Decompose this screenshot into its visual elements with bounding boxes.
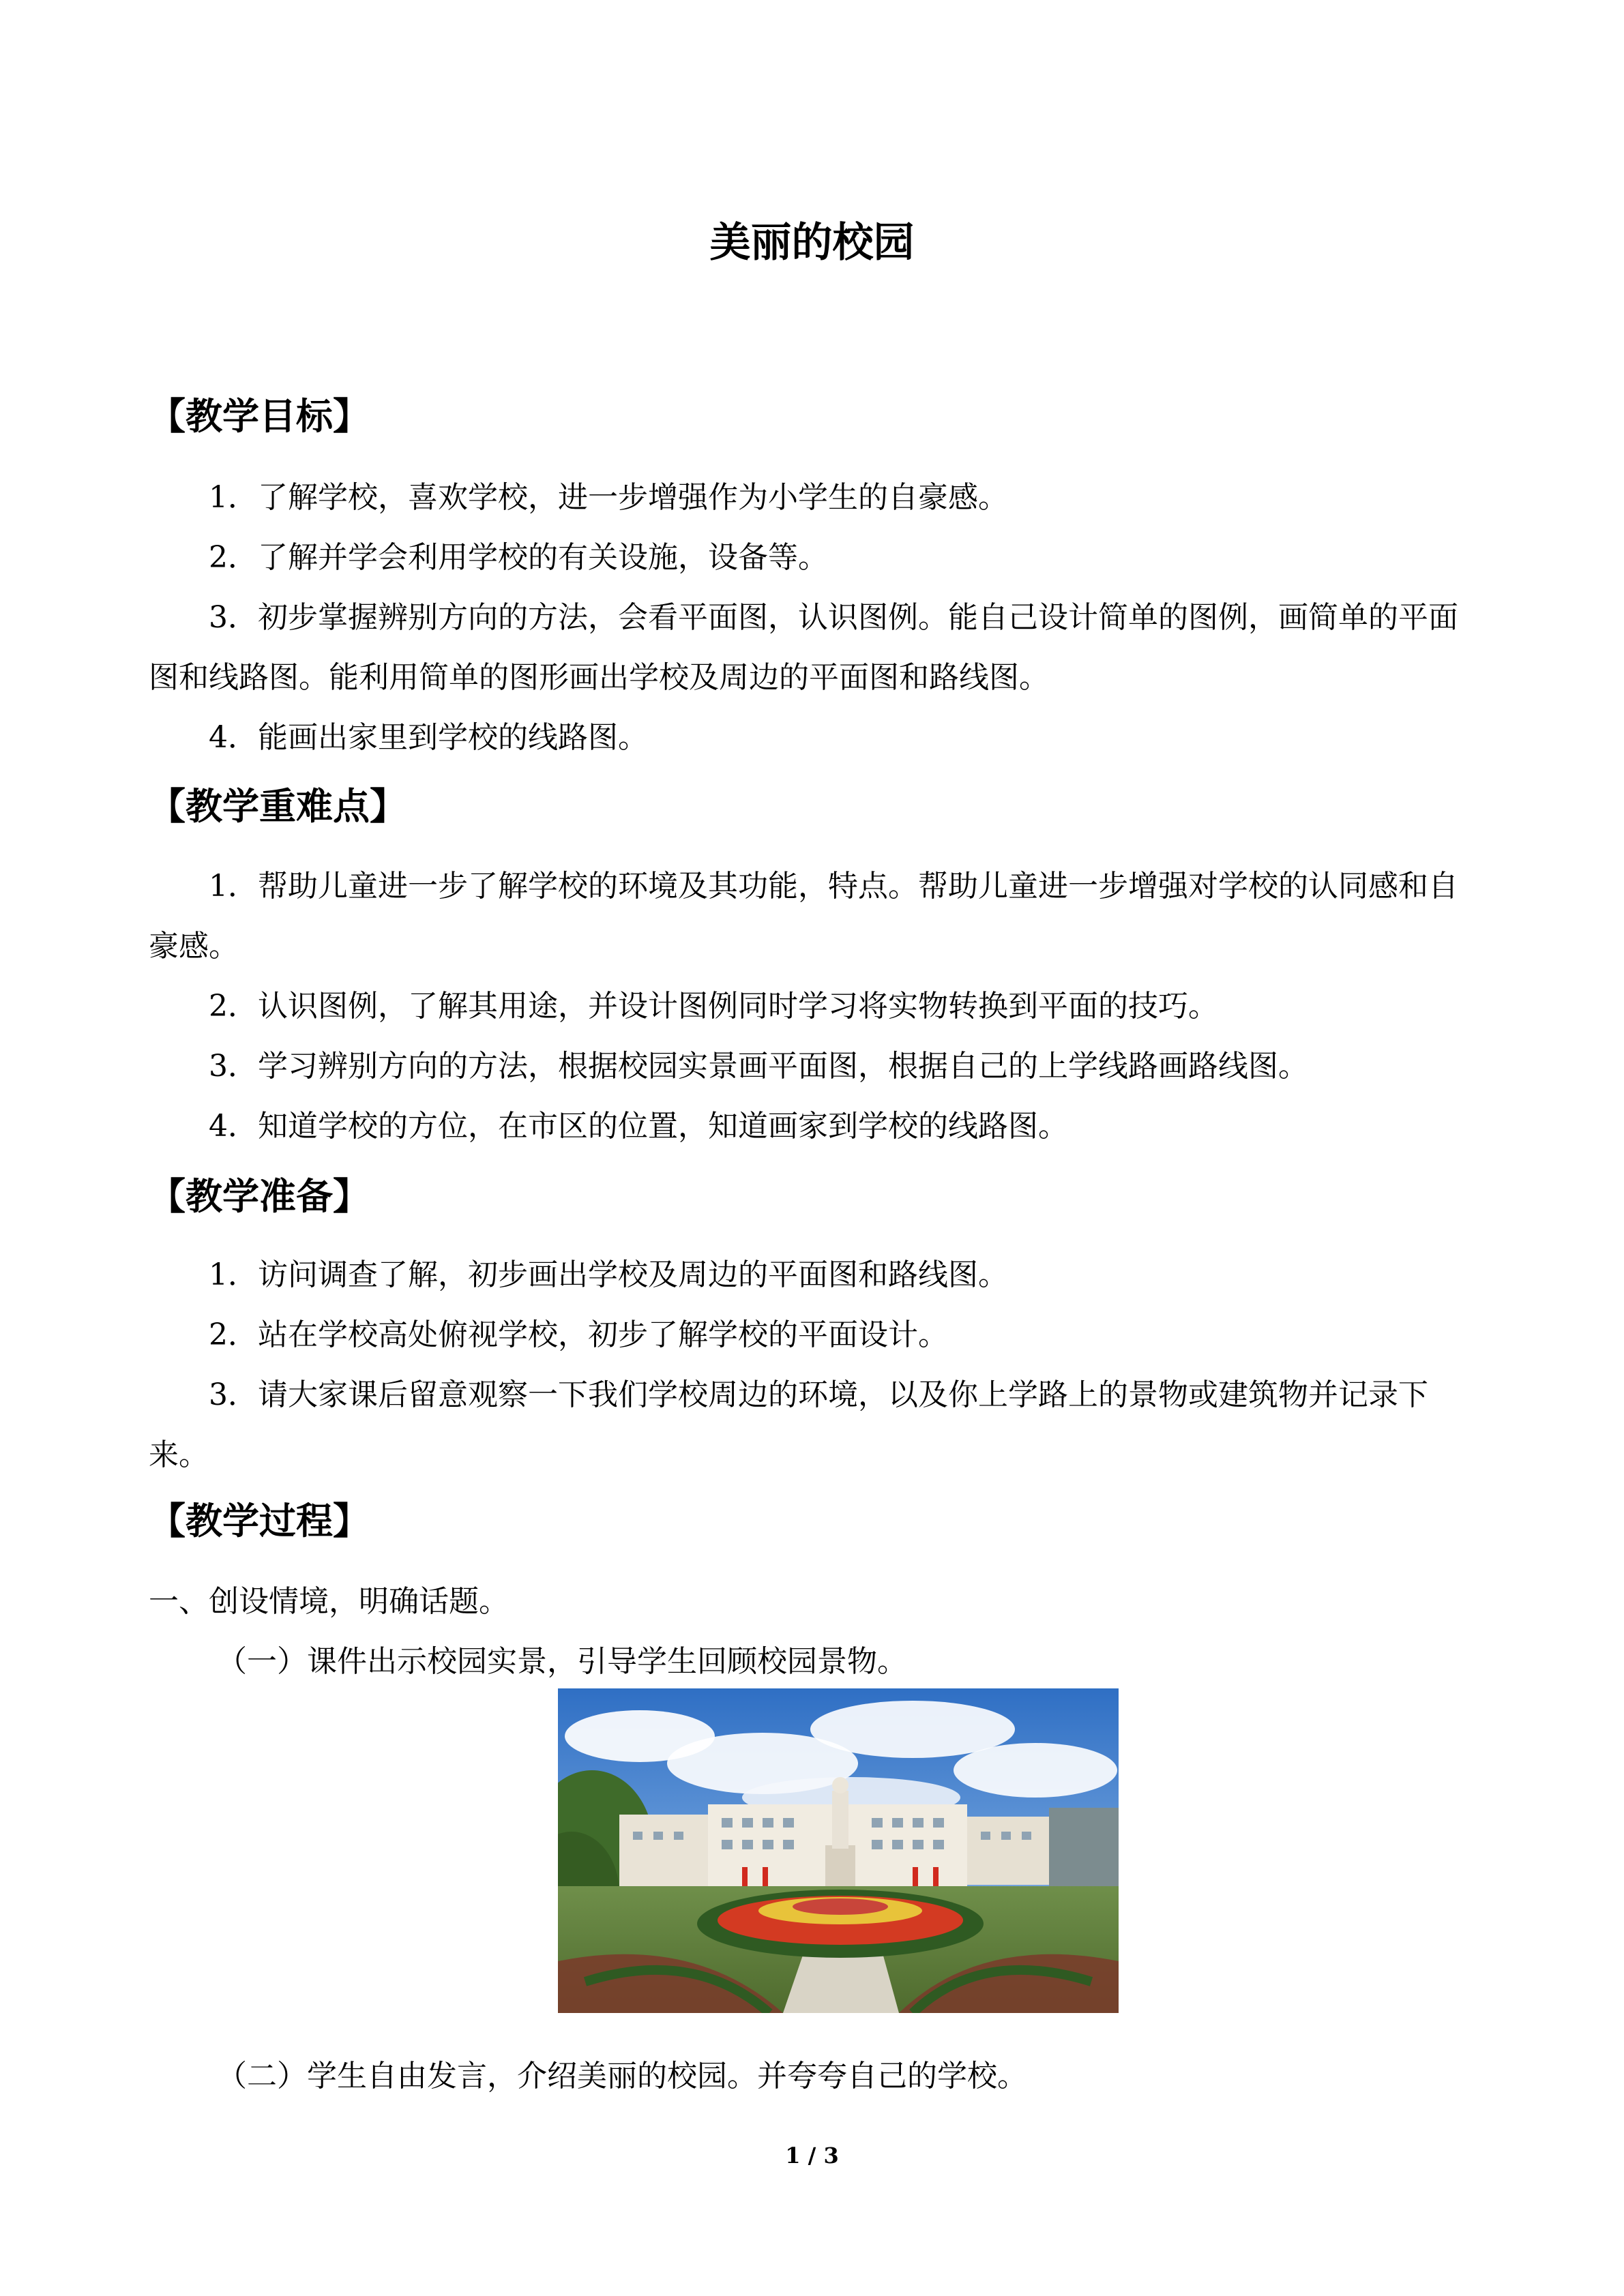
heading-teaching-process: 【教学过程】 [149,1500,370,1542]
page-number: 1 / 3 [785,2143,839,2168]
key-point-item: 4．知道学校的方位，在市区的位置，知道画家到学校的线路图。 [209,1109,1068,1144]
goal-item: 4．能画出家里到学校的线路图。 [209,720,648,755]
heading-preparation: 【教学准备】 [149,1175,370,1218]
heading-teaching-goals: 【教学目标】 [149,395,370,438]
heading-key-points: 【教学重难点】 [149,785,407,828]
key-point-item: 2．认识图例，了解其用途，并设计图例同时学习将实物转换到平面的技巧。 [209,989,1218,1024]
process-step: 一、创设情境，明确话题。 [149,1584,509,1619]
preparation-item: 1．访问调查了解，初步画出学校及周边的平面图和路线图。 [209,1257,1008,1292]
key-point-item: 3．学习辨别方向的方法，根据校园实景画平面图，根据自己的上学线路画路线图。 [209,1049,1308,1084]
document-title: 美丽的校园 [709,219,915,267]
goal-item: 2．了解并学会利用学校的有关设施，设备等。 [209,540,828,575]
campus-photo [558,1688,1119,2013]
process-substep: （二）学生自由发言，介绍美丽的校园。并夸夸自己的学校。 [217,2059,1027,2093]
key-point-item: 1．帮助儿童进一步了解学校的环境及其功能，特点。帮助儿童进一步增强对学校的认同感和自豪感。 [149,869,1458,964]
goal-item: 3．初步掌握辨别方向的方法，会看平面图，认识图例。能自己设计简单的图例，画简单的平面图和线路图。能利用简单的图形画出学校及周边的平面图和路线图。 [149,600,1458,695]
goal-item: 1．了解学校，喜欢学校，进一步增强作为小学生的自豪感。 [209,480,1008,515]
process-substep: （一）课件出示校园实景，引导学生回顾校园景物。 [217,1644,907,1679]
preparation-item: 2．站在学校高处俯视学校，初步了解学校的平面设计。 [209,1317,948,1352]
preparation-item: 3．请大家课后留意观察一下我们学校周边的环境，以及你上学路上的景物或建筑物并记录下来。 [149,1377,1428,1472]
